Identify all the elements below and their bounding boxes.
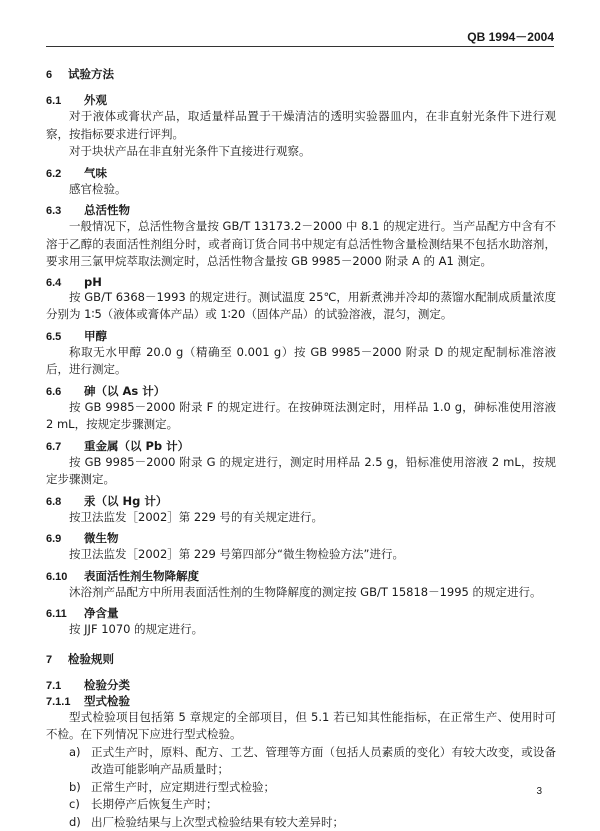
section-6-6-heading bbox=[46, 383, 556, 399]
paragraph: 对于块状产品在非直射光条件下直接进行观察。 bbox=[46, 143, 556, 161]
section-number: 7.1 bbox=[46, 680, 84, 692]
section-title: 检验分类 bbox=[84, 677, 130, 693]
paragraph: 按 GB 9985－2000 附录 G 的规定进行，测定时用样品 2.5 g，铅标准使用溶液 2 mL，按规定步骤测定。 bbox=[46, 454, 556, 489]
section-title: 表面活性剂生物降解度 bbox=[84, 568, 199, 584]
document-body bbox=[46, 64, 556, 831]
paragraph: 沐浴剂产品配方中所用表面活性剂的生物降解度的测定按 GB/T 15818－1995 的规定进行。 bbox=[46, 584, 556, 602]
section-6-9-heading bbox=[46, 530, 556, 546]
standard-code: QB 1994－2004 bbox=[467, 28, 554, 45]
section-number: 6.7 bbox=[46, 441, 84, 453]
section-title: 总活性物 bbox=[84, 202, 130, 218]
section-number: 7 bbox=[46, 654, 68, 666]
list-item-text: 正常生产时，应定期进行型式检验； bbox=[91, 779, 556, 797]
section-number: 6.6 bbox=[46, 386, 84, 398]
paragraph: 对于液体或膏状产品，取适量样品置于干燥清洁的透明实验器皿内，在非直射光条件下进行观察，按指标要求进行评判。 bbox=[46, 108, 556, 143]
list-item-label: a) bbox=[69, 744, 91, 762]
section-6-2-heading bbox=[46, 165, 556, 181]
section-6-10-heading bbox=[46, 568, 556, 584]
page-number: 3 bbox=[536, 786, 542, 797]
list-item-text: 出厂检验结果与上次型式检验结果有较大差异时； bbox=[91, 814, 556, 831]
section-title: 型式检验 bbox=[84, 693, 130, 709]
section-title: 微生物 bbox=[84, 530, 119, 546]
section-title: 甲醇 bbox=[84, 328, 107, 344]
paragraph: 按 GB 9985－2000 附录 F 的规定进行。在按砷斑法测定时，用样品 1.0 g，砷标准使用溶液 2 mL，按规定步骤测定。 bbox=[46, 399, 556, 434]
section-number: 7.1.1 bbox=[46, 696, 84, 708]
section-title: 气味 bbox=[84, 165, 107, 181]
list-item-text: 长期停产后恢复生产时； bbox=[91, 796, 556, 814]
section-number: 6.5 bbox=[46, 331, 84, 343]
list-item bbox=[69, 796, 556, 814]
list-item-text: 正式生产时，原料、配方、工艺、管理等方面（包括人员素质的变化）有较大改变，或设备改造可能影响产品质量时； bbox=[91, 744, 556, 779]
list-item bbox=[69, 814, 556, 831]
section-title: 试验方法 bbox=[68, 66, 114, 82]
section-number: 6.11 bbox=[46, 608, 84, 620]
paragraph: 感官检验。 bbox=[46, 181, 556, 199]
section-title: 汞（以 Hg 计） bbox=[84, 493, 167, 509]
section-number: 6.4 bbox=[46, 277, 84, 289]
paragraph: 按卫法监发［2002］第 229 号第四部分“微生物检验方法”进行。 bbox=[46, 546, 556, 564]
section-6-8-heading bbox=[46, 493, 556, 509]
section-6-1-heading bbox=[46, 92, 556, 108]
list-item bbox=[69, 744, 556, 779]
section-7-1-1-heading bbox=[46, 693, 556, 709]
section-title: 净含量 bbox=[84, 605, 119, 621]
section-number: 6.9 bbox=[46, 533, 84, 545]
section-title: 外观 bbox=[84, 92, 107, 108]
section-6-5-heading bbox=[46, 328, 556, 344]
section-7-1-heading bbox=[46, 677, 556, 693]
paragraph: 一般情况下，总活性物含量按 GB/T 13173.2－2000 中 8.1 的规定进行。当产品配方中含有不溶于乙醇的表面活性剂组分时，或者商订货合同书中规定有总活性物含量检测结果不包括水助溶剂，要求用三氯甲烷萃取法测定时，总活性物含量按 GB 9985－2000 附录 A 的 A1 测定。 bbox=[46, 218, 556, 271]
paragraph: 按 JJF 1070 的规定进行。 bbox=[46, 621, 556, 639]
section-title: pH bbox=[84, 275, 102, 289]
paragraph: 型式检验项目包括第 5 章规定的全部项目，但 5.1 若已知其性能指标，在正常生产、使用时可不检。在下列情况下应进行型式检验。 bbox=[46, 709, 556, 744]
list-item bbox=[69, 779, 556, 797]
section-number: 6.1 bbox=[46, 95, 84, 107]
section-number: 6 bbox=[46, 69, 68, 81]
section-number: 6.2 bbox=[46, 168, 84, 180]
section-6-4-heading bbox=[46, 275, 556, 289]
header-rule bbox=[46, 46, 554, 47]
section-6-3-heading bbox=[46, 202, 556, 218]
section-6-heading bbox=[46, 66, 556, 82]
section-title: 检验规则 bbox=[68, 651, 114, 667]
section-title: 重金属（以 Pb 计） bbox=[84, 438, 189, 454]
section-title: 砷（以 As 计） bbox=[84, 383, 165, 399]
list-item-label: d) bbox=[69, 814, 91, 831]
paragraph: 按卫法监发［2002］第 229 号的有关规定进行。 bbox=[46, 509, 556, 527]
section-7-heading bbox=[46, 651, 556, 667]
section-number: 6.3 bbox=[46, 205, 84, 217]
section-6-7-heading bbox=[46, 438, 556, 454]
section-6-11-heading bbox=[46, 605, 556, 621]
paragraph: 按 GB/T 6368－1993 的规定进行。测试温度 25℃，用新煮沸并冷却的蒸馏水配制成质量浓度分别为 1∶5（液体或膏体产品）或 1∶20（固体产品）的试验溶液，混匀，测定。 bbox=[46, 289, 556, 324]
list-item-label: c) bbox=[69, 796, 91, 814]
section-number: 6.10 bbox=[46, 571, 84, 583]
paragraph: 称取无水甲醇 20.0 g（精确至 0.001 g）按 GB 9985－2000 附录 D 的规定配制标准溶液后，进行测定。 bbox=[46, 344, 556, 379]
section-number: 6.8 bbox=[46, 496, 84, 508]
list-item-label: b) bbox=[69, 779, 91, 797]
